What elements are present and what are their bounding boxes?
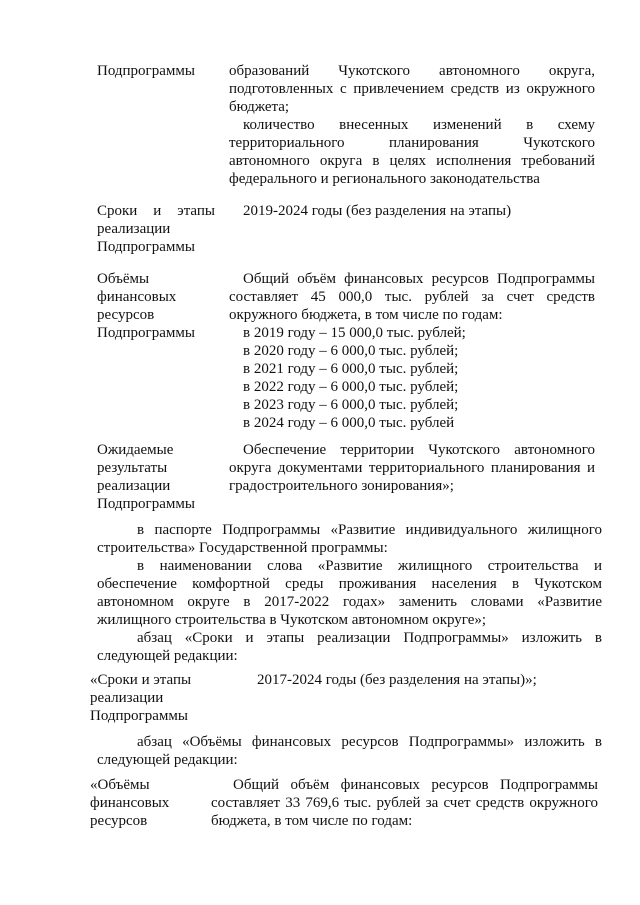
- row3-label: [97, 270, 217, 342]
- row2-label: [97, 202, 215, 256]
- row6-line: составляет 33 769,6 тыс. рублей за счет средств окружного: [211, 795, 598, 811]
- row4-label-line: результаты: [97, 460, 168, 476]
- row-terms-stages: [0, 202, 640, 262]
- row6-label-line: финансовых: [90, 795, 170, 811]
- row1-line: территориального планирования Чукотского: [229, 135, 595, 151]
- row6-line: бюджета, в том числе по годам:: [211, 813, 413, 829]
- body-line: следующей редакции:: [97, 648, 238, 664]
- row4-line: Обеспечение территории Чукотского автономного: [243, 442, 595, 458]
- body-line: обеспечение комфортной среды проживания населения в Чукотском: [97, 576, 602, 592]
- row3-label-line: ресурсов: [97, 307, 155, 323]
- row5-label-line: реализации: [90, 690, 164, 706]
- row4-label-line: Подпрограммы: [97, 496, 195, 512]
- body2-line: абзац «Объёмы финансовых ресурсов Подпрограммы» изложить в: [137, 734, 602, 750]
- row3-text: [229, 270, 595, 432]
- row6-label: [90, 776, 210, 830]
- row1-label: Подпрограммы: [97, 63, 195, 79]
- row6-label-line: «Объёмы: [90, 777, 150, 793]
- row3-year-line: в 2024 году – 6 000,0 тыс. рублей: [243, 415, 455, 431]
- row-financing-volume: [0, 270, 640, 435]
- row6-text: [211, 776, 598, 830]
- row-new-financing-volume: [0, 776, 640, 836]
- row1-line: количество внесенных изменений в схему: [243, 117, 595, 133]
- row4-text: [229, 441, 595, 495]
- body-line: строительства» Государственной программы:: [97, 540, 388, 556]
- row1-line: подготовленных с привлечением средств из окружного: [229, 81, 595, 97]
- row3-line: составляет 45 000,0 тыс. рублей за счет средств: [229, 289, 595, 305]
- body2-line: следующей редакции:: [97, 752, 238, 768]
- row4-label-line: реализации: [97, 478, 171, 494]
- body-line: в наименовании слова «Развитие жилищного строительства и: [137, 558, 602, 574]
- row-expected-results: [0, 441, 640, 521]
- row3-label-line: Подпрограммы: [97, 325, 195, 341]
- row4-label-line: Ожидаемые: [97, 442, 174, 458]
- body-line: жилищного строительства в Чукотском автономном округе»;: [97, 612, 487, 628]
- row3-line: окружного бюджета, в том числе по годам:: [229, 307, 503, 323]
- body-paragraphs: [97, 521, 602, 665]
- row3-line: Общий объём финансовых ресурсов Подпрограммы: [243, 271, 595, 287]
- body-line: абзац «Сроки и этапы реализации Подпрограммы» изложить в: [137, 630, 602, 646]
- row6-label-line: ресурсов: [90, 813, 148, 829]
- row3-label-line: финансовых: [97, 289, 177, 305]
- row3-year-line: в 2021 году – 6 000,0 тыс. рублей;: [243, 361, 459, 377]
- row1-line: автономного округа в целях исполнения требований: [229, 153, 595, 169]
- body-line: автономном округе в 2017-2022 годах» заменить словами «Развитие: [97, 594, 602, 610]
- row1-line: образований Чукотского автономного округа,: [229, 63, 595, 79]
- row3-year-line: в 2022 году – 6 000,0 тыс. рублей;: [243, 379, 459, 395]
- row5-label-line: «Сроки и этапы: [90, 672, 192, 688]
- row6-line: Общий объём финансовых ресурсов Подпрограммы: [233, 777, 598, 793]
- row2-value: 2019-2024 годы (без разделения на этапы): [243, 203, 512, 219]
- row5-label-line: Подпрограммы: [90, 708, 188, 724]
- row2-label-line: реализации: [97, 221, 171, 237]
- row4-label: [97, 441, 217, 513]
- row-new-terms-stages: [0, 671, 640, 731]
- row3-year-line: в 2023 году – 6 000,0 тыс. рублей;: [243, 397, 459, 413]
- row4-line: градостроительного зонирования»;: [229, 478, 454, 494]
- row3-year-line: в 2019 году – 15 000,0 тыс. рублей;: [243, 325, 466, 341]
- row2-label-line: Подпрограммы: [97, 239, 195, 255]
- row-subprogram-continuation: [0, 62, 640, 192]
- row3-year-line: в 2020 году – 6 000,0 тыс. рублей;: [243, 343, 459, 359]
- body2-paragraph: [97, 733, 602, 769]
- body-line: в паспорте Подпрограммы «Развитие индивидуального жилищного: [137, 522, 602, 538]
- row2-label-line: Сроки и этапы: [97, 203, 215, 219]
- row5-label: [90, 671, 220, 725]
- row1-line: федерального и регионального законодательства: [229, 171, 540, 187]
- row5-value: 2017-2024 годы (без разделения на этапы)»;: [257, 672, 537, 688]
- row1-text: [229, 62, 595, 188]
- row1-line: бюджета;: [229, 99, 290, 115]
- row3-label-line: Объёмы: [97, 271, 150, 287]
- row4-line: округа документами территориального планирования и: [229, 460, 595, 476]
